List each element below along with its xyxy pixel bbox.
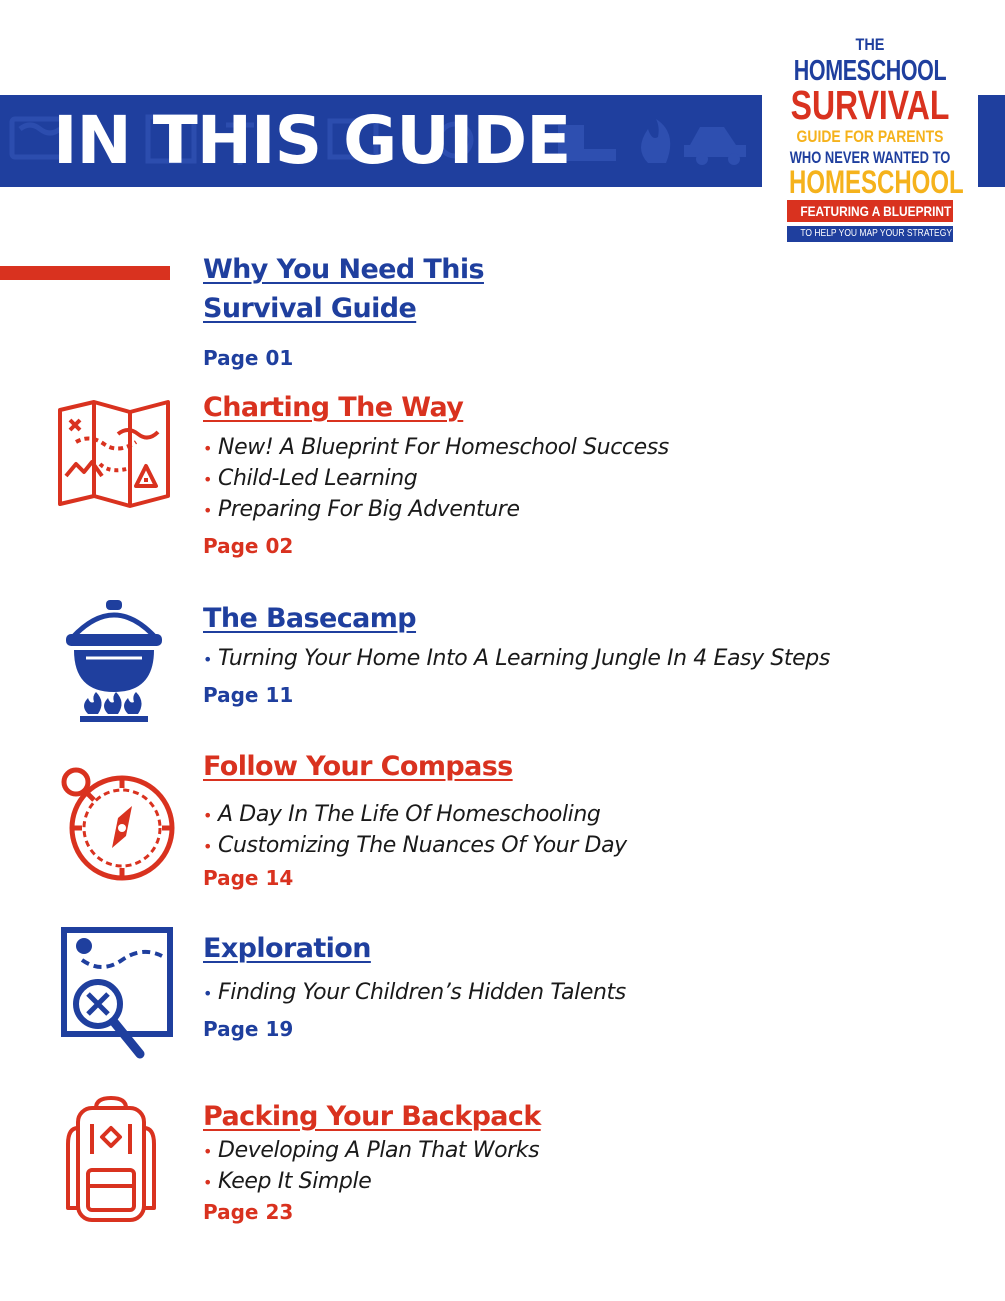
toc-section-why xyxy=(203,250,484,372)
page-reference: Page 19 xyxy=(203,1017,294,1041)
toc-section-exploration xyxy=(203,929,626,1043)
bullet-text: Turning Your Home Into A Learning Jungle In 4 Easy Steps xyxy=(218,646,830,671)
compass-icon xyxy=(58,764,180,884)
section-title[interactable]: Exploration xyxy=(203,933,371,964)
bullet-dot: • xyxy=(203,439,213,458)
bullet-list xyxy=(203,1136,541,1198)
bullet-text: Child-Led Learning xyxy=(218,466,418,491)
bullet-dot: • xyxy=(203,501,213,520)
bullet-item xyxy=(203,495,669,526)
bullet-list xyxy=(203,644,830,675)
header-banner xyxy=(0,95,762,187)
page-reference: Page 01 xyxy=(203,346,294,370)
fire-icon xyxy=(641,119,670,163)
red-accent-rule xyxy=(0,266,170,280)
bullet-text: Preparing For Big Adventure xyxy=(218,497,520,522)
logo-line-survival: SURVIVAL xyxy=(790,82,950,128)
page-reference: Page 11 xyxy=(203,683,294,707)
bullet-item xyxy=(203,1167,541,1198)
map-magnifier-icon xyxy=(60,926,174,1062)
logo-line-guide-for-parents: GUIDE FOR PARENTS xyxy=(796,127,944,146)
logo-line-homeschool-yellow: HOMESCHOOL xyxy=(789,164,964,200)
bullet-text: New! A Blueprint For Homeschool Success xyxy=(218,435,669,460)
page-reference: Page 14 xyxy=(203,866,294,890)
bullet-dot: • xyxy=(203,837,213,856)
bullet-text: Customizing The Nuances Of Your Day xyxy=(218,833,627,858)
bullet-text: Finding Your Children’s Hidden Talents xyxy=(218,980,626,1005)
backpack-icon xyxy=(64,1094,158,1224)
campfire-pot-icon xyxy=(62,598,166,724)
bullet-list xyxy=(203,433,669,526)
section-title[interactable]: Packing Your Backpack xyxy=(203,1101,541,1132)
treasure-map-icon xyxy=(56,398,172,510)
bullet-text: Keep It Simple xyxy=(218,1169,372,1194)
edge-bar xyxy=(978,95,1005,187)
toc-section-compass xyxy=(203,747,627,892)
toc-section-backpack xyxy=(203,1097,541,1226)
bullet-item xyxy=(203,433,669,464)
section-title-line1[interactable]: Why You Need This xyxy=(203,254,484,285)
section-title[interactable]: The Basecamp xyxy=(203,603,417,634)
bullet-dot: • xyxy=(203,1142,213,1161)
bullet-item xyxy=(203,464,669,495)
bullet-item xyxy=(203,831,627,862)
section-title[interactable]: Charting The Way xyxy=(203,392,464,423)
toc-section-charting xyxy=(203,388,669,560)
bullet-dot: • xyxy=(203,806,213,825)
bullet-text: A Day In The Life Of Homeschooling xyxy=(218,802,601,827)
logo-line-homeschool: HOMESCHOOL xyxy=(793,55,947,87)
page-reference: Page 02 xyxy=(203,534,294,558)
bullet-dot: • xyxy=(203,984,213,1003)
bullet-item xyxy=(203,800,627,831)
car-icon xyxy=(684,127,746,157)
logo-featuring-text: FEATURING A BLUEPRINT xyxy=(800,203,952,219)
bullet-item xyxy=(203,644,830,675)
bullet-list xyxy=(203,800,627,862)
bullet-dot: • xyxy=(203,1173,213,1192)
logo-featuring-bar xyxy=(787,200,953,222)
bullet-dot: • xyxy=(203,470,213,489)
bullet-text: Developing A Plan That Works xyxy=(218,1138,540,1163)
section-title-line2[interactable]: Survival Guide xyxy=(203,293,417,324)
bullet-item xyxy=(203,1136,541,1167)
guide-logo xyxy=(762,32,978,250)
page-reference: Page 23 xyxy=(203,1200,294,1224)
section-title[interactable]: Follow Your Compass xyxy=(203,751,513,782)
bullet-dot: • xyxy=(203,650,213,669)
logo-line-the: THE xyxy=(855,35,885,54)
logo-strategy-text: TO HELP YOU MAP YOUR STRATEGY xyxy=(800,228,953,239)
toc-section-basecamp xyxy=(203,599,830,709)
page-title: IN THIS GUIDE xyxy=(53,102,571,179)
bullet-item xyxy=(203,978,626,1009)
logo-line-who-never-wanted: WHO NEVER WANTED TO xyxy=(789,148,951,167)
bullet-list xyxy=(203,978,626,1009)
logo-strategy-bar xyxy=(787,226,953,242)
